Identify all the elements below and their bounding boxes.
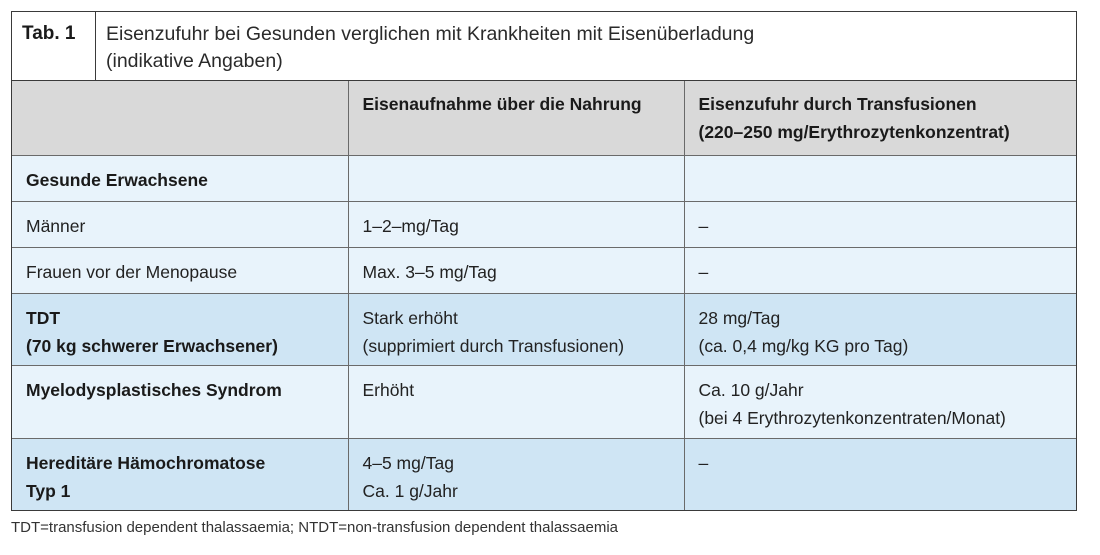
table-cell-transfusion [684, 201, 1076, 247]
cell-line: – [698, 452, 709, 473]
table-cell-transfusion [684, 155, 1076, 201]
cell-line: Gesunde Erwachsene [26, 169, 208, 190]
table-header-row [12, 81, 1076, 155]
table-row [12, 155, 1076, 201]
column-header-transfusion-intake [684, 81, 1076, 155]
table-cell-category [12, 365, 348, 438]
table-cell-dietary [348, 247, 684, 293]
cell-line: (70 kg schwerer Erwachsener) [26, 335, 278, 356]
table-number: Tab. 1 [12, 12, 96, 80]
cell-line: 28 mg/Tag [698, 307, 781, 328]
cell-line: Myelodysplastisches Syndrom [26, 379, 282, 400]
cell-line: Typ 1 [26, 480, 71, 501]
table-cell-category [12, 438, 348, 510]
table-caption [12, 12, 1076, 81]
cell-line: Stark erhöht [362, 307, 458, 328]
table-title [96, 12, 1076, 80]
table-cell-category [12, 155, 348, 201]
cell-line: Männer [26, 215, 86, 236]
table-cell-transfusion [684, 365, 1076, 438]
cell-line: – [698, 215, 709, 236]
table-row [12, 438, 1076, 510]
cell-line: Ca. 1 g/Jahr [362, 480, 458, 501]
table-row [12, 365, 1076, 438]
column-header-transfusion-line-2: (220–250 mg/Erythrozytenkonzentrat) [698, 122, 1010, 142]
table-cell-dietary [348, 155, 684, 201]
cell-line: TDT [26, 307, 61, 328]
cell-line: Ca. 10 g/Jahr [698, 379, 804, 400]
cell-line: 1–2–mg/Tag [362, 215, 459, 236]
cell-line: Erhöht [362, 379, 415, 400]
table-cell-transfusion [684, 247, 1076, 293]
table-footnote: TDT=transfusion dependent thalassaemia; NTDT=non-transfusion dependent thalassaemia [11, 519, 619, 536]
table-frame [11, 11, 1077, 511]
column-header-transfusion-line-1: Eisenzufuhr durch Transfusionen [698, 94, 977, 114]
cell-line: (supprimiert durch Transfusionen) [362, 335, 625, 356]
cell-line: (bei 4 Erythrozytenkonzentraten/Monat) [698, 407, 1006, 428]
table-title-line-2: (indikative Angaben) [106, 50, 283, 72]
table-cell-dietary [348, 438, 684, 510]
table-cell-category [12, 247, 348, 293]
table-cell-transfusion [684, 438, 1076, 510]
column-header-category [12, 81, 348, 155]
cell-line: Max. 3–5 mg/Tag [362, 261, 497, 282]
cell-line: 4–5 mg/Tag [362, 452, 454, 473]
table-row [12, 201, 1076, 247]
table-cell-dietary [348, 365, 684, 438]
table-title-line-1: Eisenzufuhr bei Gesunden verglichen mit Krankheiten mit Eisenüberladung [106, 23, 755, 45]
table-cell-category [12, 293, 348, 365]
cell-line: Hereditäre Hämochromatose [26, 452, 266, 473]
table-row [12, 293, 1076, 365]
cell-line: (ca. 0,4 mg/kg KG pro Tag) [698, 335, 909, 356]
table-cell-dietary [348, 293, 684, 365]
table-cell-dietary [348, 201, 684, 247]
cell-line: Frauen vor der Menopause [26, 261, 238, 282]
cell-line: – [698, 261, 709, 282]
iron-intake-table [12, 81, 1076, 510]
table-cell-category [12, 201, 348, 247]
table-row [12, 247, 1076, 293]
table-cell-transfusion [684, 293, 1076, 365]
column-header-dietary-intake: Eisenaufnahme über die Nahrung [348, 81, 684, 155]
